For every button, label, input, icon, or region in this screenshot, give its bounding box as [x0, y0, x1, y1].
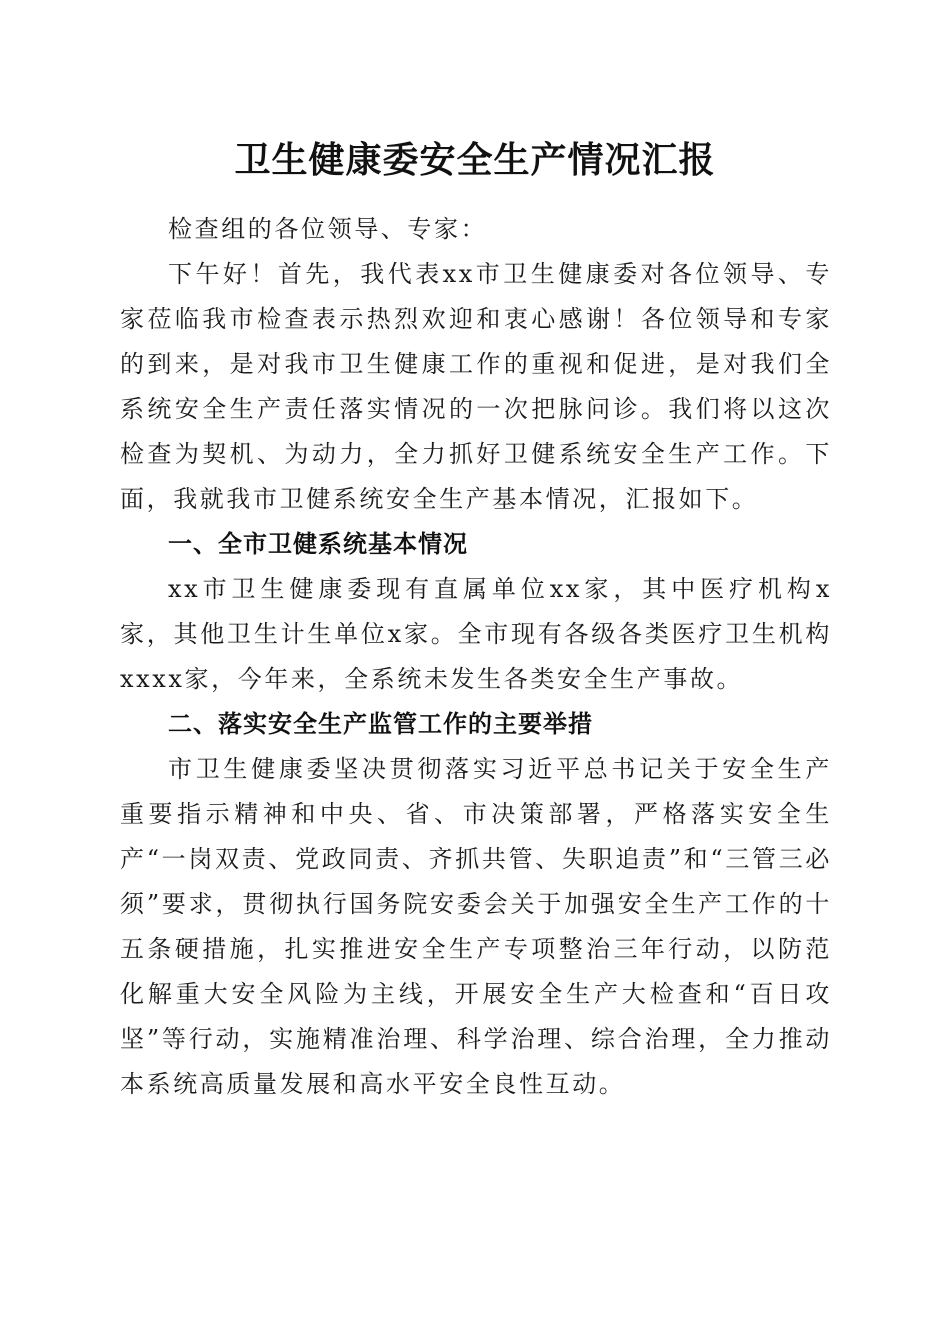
section-2-paragraph: 市卫生健康委坚决贯彻落实习近平总书记关于安全生产重要指示精神和中央、省、市决策部署，严格落实安全生产“一岗双责、党政同责、齐抓共管、失职追责”和“三管三必须”要求，贯彻执行国务院安委会关于加强安全生产工作的十五条硬措施，扎实推进安全生产专项整治三年行动，以防范化解重大安全风险为主线，开展安全生产大检查和“百日攻坚”等行动，实施精准治理、科学治理、综合治理，全力推动本系统高质量发展和高水平安全良性互动。 — [120, 755, 832, 1098]
document-body — [120, 206, 832, 1107]
intro-paragraph: 下午好！首先，我代表xx市卫生健康委对各位领导、专家莅临我市检查表示热烈欢迎和衷心感谢！各位领导和专家的到来，是对我市卫生健康工作的重视和促进，是对我们全系统安全生产责任落实情况的一次把脉问诊。我们将以这次检查为契机、为动力，全力抓好卫健系统安全生产工作。下面，我就我市卫健系统安全生产基本情况，汇报如下。 — [120, 260, 832, 513]
document-title: 卫生健康委安全生产情况汇报 — [234, 139, 716, 181]
salutation: 检查组的各位领导、专家： — [168, 215, 488, 243]
section-1-paragraph: xx市卫生健康委现有直属单位xx家，其中医疗机构x家，其他卫生计生单位x家。全市现有各级各类医疗卫生机构xxxx家，今年来，全系统未发生各类安全生产事故。 — [120, 575, 832, 693]
section-2-heading: 二、落实安全生产监管工作的主要举措 — [168, 710, 593, 738]
section-1-heading: 一、全市卫健系统基本情况 — [168, 530, 468, 558]
